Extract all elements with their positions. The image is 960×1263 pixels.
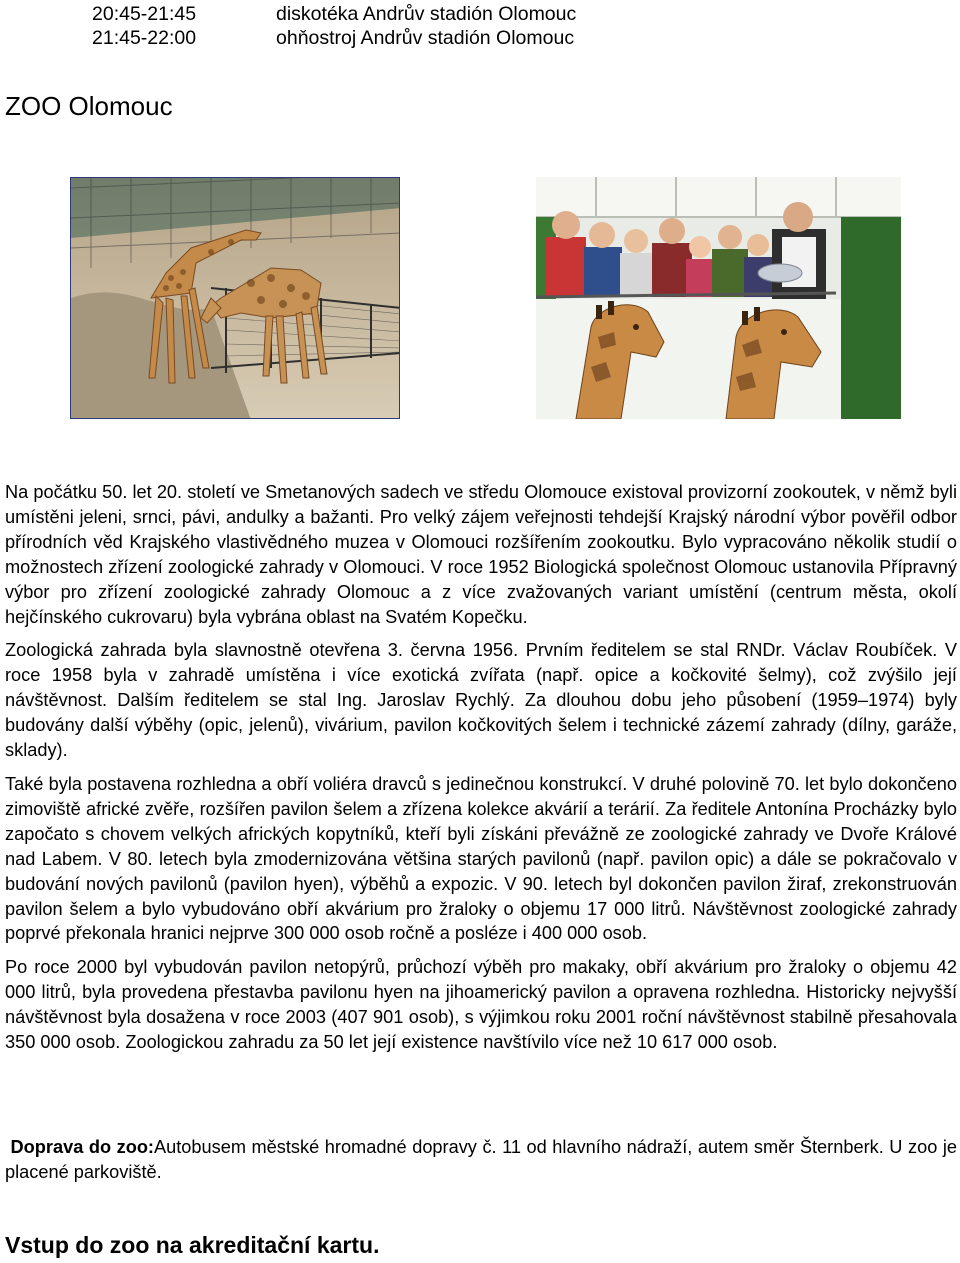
zoo-history-text (5, 480, 957, 1064)
ticket-note: Vstup do zoo na akreditační kartu. (5, 1232, 380, 1258)
schedule-event: diskotéka Andrův stadión Olomouc (276, 3, 577, 25)
schedule-time: 20:45-21:45 (92, 3, 197, 25)
visitors-feeding-giraffes-photo (536, 177, 901, 419)
schedule-time: 21:45-22:00 (92, 27, 197, 49)
paragraph: Na počátku 50. let 20. století ve Smetanových sadech ve středu Olomouce existoval provizorní zookoutek, v němž byli umístěni jeleni, srnci, pávi, andulky a bažanti. Pro velký zájem veřejnosti tehdejší Krajský národní výbor pověřil odbor přírodních věd Krajského vlastivědného muzea v Olomouci rozšířením zookoutku. Bylo vypracováno několik studií o možnostech zřízení zoologické zahrady v Olomouci. V roce 1952 Biologická společnost Olomouc ustanovila Přípravný výbor pro zřízení zoologické zahrady Olomouc a z více zvažovaných variant umístění (centrum města, okolí hejčínského cukrovaru) byla vybrána oblast na Svatém Kopečku. (5, 482, 957, 627)
transport-label: Doprava do zoo: (10, 1137, 154, 1157)
paragraph: Po roce 2000 byl vybudován pavilon netopýrů, průchozí výběh pro makaky, obří akvárium pro žraloky o objemu 42 000 litrů, byla provedena přestavba pavilonu hyen na jihoamerický pavilon a opravena rozhledna. Historicky nejvyšší návštěvnost byla dosažena v roce 2003 (407 901 osob), s výjimkou roku 2001 roční návštěvnost stabilně přesahovala 350 000 osob. Zoologickou zahradu za 50 let její existence navštívilo více než 10 617 000 osob. (5, 957, 957, 1053)
zoo-title: ZOO Olomouc (5, 91, 173, 121)
schedule-event: ohňostroj Andrův stadión Olomouc (276, 27, 575, 49)
transport-text: Autobusem městské hromadné dopravy č. 11 od hlavního nádraží, autem směr Šternberk. U zoo je placené parkoviště. (5, 1137, 957, 1182)
schedule-row (0, 24, 960, 52)
paragraph: Také byla postavena rozhledna a obří voliéra dravců s jedinečnou konstrukcí. V druhé polovině 70. let bylo dokončeno zimoviště africké zvěře, rozšířen pavilon šelem a zřízena kolekce akvárií a terárií. Za ředitele Antonína Procházky bylo započato s chovem velkých afrických kopytníků, kteří byli získáni převážně ze zoologické zahrady ve Dvoře Králové nad Labem. V 80. letech byla zmodernizována většina starých pavilonů (např. pavilon opic) a dále se pokračovalo v budování nových pavilonů (pavilon hyen), výběhů a expozic. V 90. letech byl dokončen pavilon žiraf, zrekonstruován pavilon šelem a bylo vybudováno obří akvárium pro žraloky o objemu 17 000 litrů. Návštěvnost zoologické zahrady poprvé překonala hranici nejprve 300 000 osob ročně a posléze i 400 000 osob. (5, 773, 957, 944)
paragraph: Zoologická zahrada byla slavnostně otevřena 3. června 1956. Prvním ředitelem se stal RNDr. Václav Roubíček. V roce 1958 byla v zahradě umístěna i více exotická zvířata (např. opice a kočkovité šelmy), což zvýšilo její návštěvnost. Dalším ředitelem se stal Ing. Jaroslav Rychlý. Za dlouhou dobu jeho působení (1959–1974) byly budovány další výběhy (opic, jelenů), vivárium, pavilon kočkovitých šelem i technické zázemí zahrady (dílny, garáže, sklady). (5, 640, 957, 761)
transport-info (5, 1135, 957, 1185)
giraffes-enclosure-photo (70, 177, 400, 419)
